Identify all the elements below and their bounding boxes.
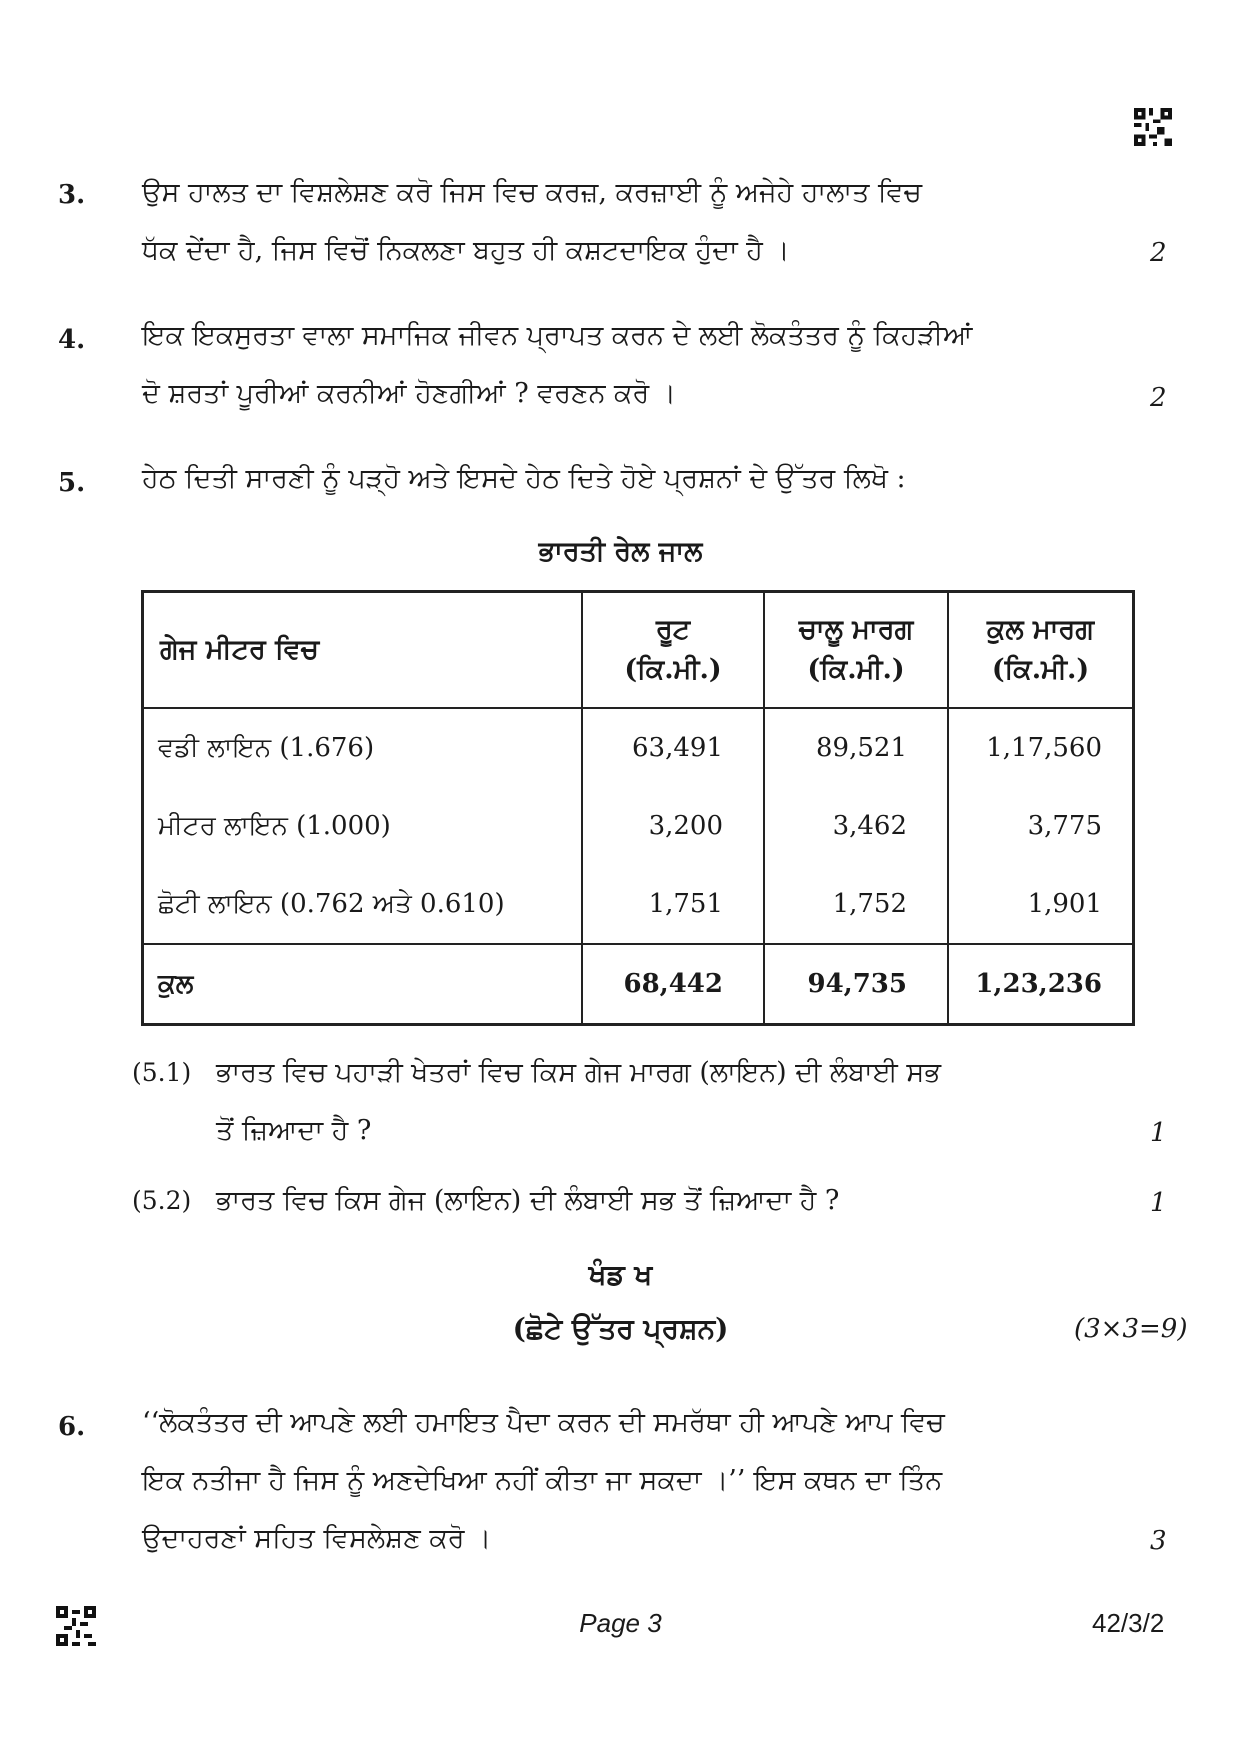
question-line: ਉਸ ਹਾਲਤ ਦਾ ਵਿਸ਼ਲੇਸ਼ਣ ਕਰੋ ਜਿਸ ਵਿਚ ਕਰਜ਼, ਕਰਜ਼ਾਈ ਨੂੰ ਅਜੇਹੇ ਹਾਲਾਤ ਵਿਚ xyxy=(142,177,922,208)
cell-gauge: ਛੋਟੀ ਲਾਇਨ (0.762 ਅਤੇ 0.610) xyxy=(143,865,583,944)
section-subtitle: (ਛੋਟੇ ਉੱਤਰ ਪ੍ਰਸ਼ਨ) xyxy=(512,1312,729,1345)
table-row xyxy=(143,708,1134,787)
question-number: 6. xyxy=(58,1412,86,1442)
cell-route: 63,491 xyxy=(582,708,764,787)
question-line: ਧੱਕ ਦੇਂਦਾ ਹੈ, ਜਿਸ ਵਿਚੋਂ ਨਿਕਲਣਾ ਬਹੁਤ ਹੀ ਕਸ਼ਟਦਾਇਕ ਹੁੰਦਾ ਹੈ । xyxy=(142,235,790,266)
header-running xyxy=(764,592,948,709)
cell-route: 1,751 xyxy=(582,865,764,944)
marks: 1 xyxy=(1150,1188,1167,1218)
question-text xyxy=(142,450,1114,508)
cell-gauge: ਕੁਲ xyxy=(143,944,583,1025)
page-number: Page 3 xyxy=(579,1608,662,1638)
header-route-unit: (ਕਿ.ਮੀ.) xyxy=(624,654,722,685)
cell-total: 1,17,560 xyxy=(948,708,1134,787)
table-header-row xyxy=(143,592,1134,709)
header-route-label: ਰੂਟ xyxy=(655,614,691,645)
subquestion-line: ਤੋਂ ਜ਼ਿਆਦਾ ਹੈ ? xyxy=(216,1115,372,1146)
cell-total: 1,901 xyxy=(948,865,1134,944)
subquestion-number: (5.1) xyxy=(132,1058,192,1087)
cell-route: 3,200 xyxy=(582,787,764,865)
header-total-unit: (ਕਿ.ਮੀ.) xyxy=(991,654,1090,685)
question-line: ਉਦਾਹਰਣਾਂ ਸਹਿਤ ਵਿਸਲੇਸ਼ਣ ਕਰੋ । xyxy=(142,1523,492,1554)
question-text xyxy=(142,1394,1114,1568)
cell-gauge: ਮੀਟਰ ਲਾਇਨ (1.000) xyxy=(143,787,583,865)
question-number: 3. xyxy=(58,180,86,210)
question-line: ਦੋ ਸ਼ਰਤਾਂ ਪੂਰੀਆਂ ਕਰਨੀਆਂ ਹੋਣਗੀਆਂ ? ਵਰਣਨ ਕਰੋ । xyxy=(142,378,676,409)
subquestion-line: ਭਾਰਤ ਵਿਚ ਪਹਾੜੀ ਖੇਤਰਾਂ ਵਿਚ ਕਿਸ ਗੇਜ ਮਾਰਗ (ਲਾਇਨ) ਦੀ ਲੰਬਾਈ ਸਭ xyxy=(216,1057,941,1088)
header-gauge: ਗੇਜ ਮੀਟਰ ਵਿਚ xyxy=(143,592,583,709)
question-text xyxy=(142,164,1114,280)
subquestion-number: (5.2) xyxy=(132,1186,192,1215)
question-number: 5. xyxy=(58,468,86,498)
section-title: ਖੰਡ ਖ xyxy=(588,1258,653,1291)
section-marks: (3×3=9) xyxy=(1074,1314,1188,1344)
header-route xyxy=(582,592,764,709)
subquestion-text xyxy=(216,1044,1106,1160)
header-running-unit: (ਕਿ.ਮੀ.) xyxy=(807,654,905,685)
table-title: ਭਾਰਤੀ ਰੇਲ ਜਾਲ xyxy=(538,536,703,567)
question-line: ਹੇਠ ਦਿਤੀ ਸਾਰਣੀ ਨੂੰ ਪੜ੍ਹੋ ਅਤੇ ਇਸਦੇ ਹੇਠ ਦਿਤੇ ਹੋਏ ਪ੍ਰਸ਼ਨਾਂ ਦੇ ਉੱਤਰ ਲਿਖੋ : xyxy=(142,463,906,494)
rail-network-table xyxy=(141,590,1135,1026)
subquestion-text xyxy=(216,1172,1106,1230)
qr-code-icon xyxy=(1134,108,1172,146)
table-row xyxy=(143,787,1134,865)
header-total xyxy=(948,592,1134,709)
question-number: 4. xyxy=(58,325,86,355)
marks: 2 xyxy=(1150,238,1167,268)
cell-running: 94,735 xyxy=(764,944,948,1025)
cell-total: 1,23,236 xyxy=(948,944,1134,1025)
cell-running: 89,521 xyxy=(764,708,948,787)
cell-running: 1,752 xyxy=(764,865,948,944)
marks: 2 xyxy=(1150,383,1167,413)
paper-code: 42/3/2 xyxy=(1092,1608,1165,1638)
header-running-label: ਚਾਲੂ ਮਾਰਗ xyxy=(798,614,914,645)
table-row xyxy=(143,865,1134,944)
marks: 3 xyxy=(1150,1526,1167,1556)
marks: 1 xyxy=(1150,1118,1167,1148)
question-line: ਇਕ ਇਕਸੁਰਤਾ ਵਾਲਾ ਸਮਾਜਿਕ ਜੀਵਨ ਪ੍ਰਾਪਤ ਕਰਨ ਦੇ ਲਈ ਲੋਕਤੰਤਰ ਨੂੰ ਕਿਹੜੀਆਂ xyxy=(142,320,973,351)
table-total-row xyxy=(143,944,1134,1025)
cell-running: 3,462 xyxy=(764,787,948,865)
question-line: ਇਕ ਨਤੀਜਾ ਹੈ ਜਿਸ ਨੂੰ ਅਣਦੇਖਿਆ ਨਹੀਂ ਕੀਤਾ ਜਾ ਸਕਦਾ ।’’ ਇਸ ਕਥਨ ਦਾ ਤਿੰਨ xyxy=(142,1465,943,1496)
question-line: ‘‘ਲੋਕਤੰਤਰ ਦੀ ਆਪਣੇ ਲਈ ਹਮਾਇਤ ਪੈਦਾ ਕਰਨ ਦੀ ਸਮਰੱਥਾ ਹੀ ਆਪਣੇ ਆਪ ਵਿਚ xyxy=(142,1407,945,1438)
cell-gauge: ਵਡੀ ਲਾਇਨ (1.676) xyxy=(143,708,583,787)
subquestion-line: ਭਾਰਤ ਵਿਚ ਕਿਸ ਗੇਜ (ਲਾਇਨ) ਦੀ ਲੰਬਾਈ ਸਭ ਤੋਂ ਜ਼ਿਆਦਾ ਹੈ ? xyxy=(216,1185,840,1216)
cell-route: 68,442 xyxy=(582,944,764,1025)
question-text xyxy=(142,307,1114,423)
header-total-label: ਕੁਲ ਮਾਰਗ xyxy=(986,614,1095,645)
cell-total: 3,775 xyxy=(948,787,1134,865)
